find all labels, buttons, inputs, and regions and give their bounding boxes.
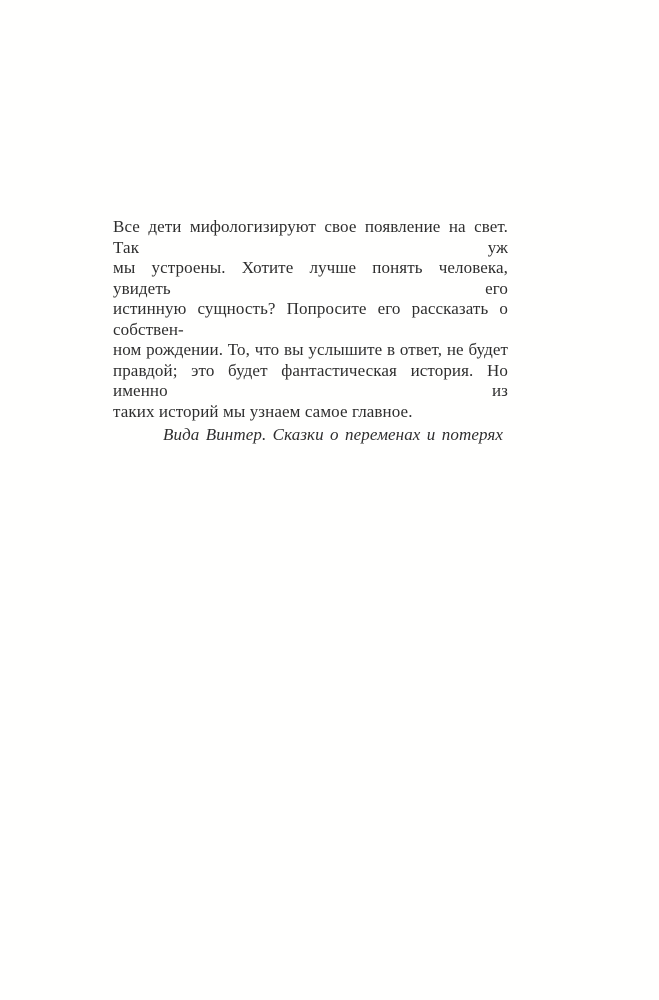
epigraph-attribution: Вида Винтер. Сказки о переменах и потерях <box>162 425 503 444</box>
epigraph-line: истинную сущность? Попросите его рассказать о собствен- <box>113 299 508 339</box>
epigraph-block <box>113 217 508 446</box>
epigraph-line: правдой; это будет фантастическая история. Но именно из <box>113 360 508 400</box>
epigraph-line: ном рождении. То, что вы услышите в ответ, не будет <box>113 340 508 359</box>
epigraph-line: таких историй мы узнаем самое главное. <box>113 401 413 421</box>
epigraph-line: Все дети мифологизируют свое появление на свет. Так уж <box>113 217 508 257</box>
epigraph-line: мы устроены. Хотите лучше понять человека, увидеть его <box>113 258 508 298</box>
